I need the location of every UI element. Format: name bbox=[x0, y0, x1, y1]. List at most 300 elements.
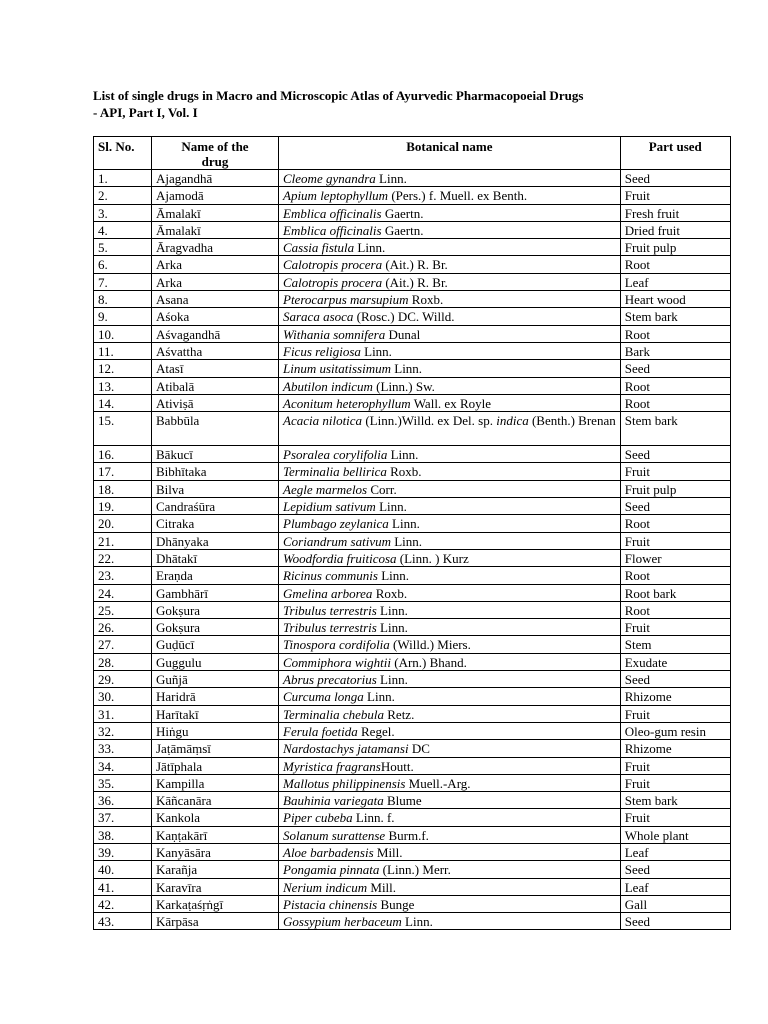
cell-botanical-name bbox=[279, 688, 621, 705]
cell-sl-no: 29. bbox=[94, 671, 152, 688]
cell-drug-name: Gokṣura bbox=[152, 619, 279, 636]
cell-sl-no: 30. bbox=[94, 688, 152, 705]
author-citation: Linn. bbox=[401, 914, 433, 930]
cell-sl-no: 2. bbox=[94, 187, 152, 204]
cell-sl-no: 4. bbox=[94, 221, 152, 238]
cell-drug-name: Gambhārī bbox=[152, 584, 279, 601]
cell-part-used: Fruit bbox=[620, 619, 730, 636]
cell-sl-no: 22. bbox=[94, 549, 152, 566]
cell-drug-name: Ajagandhā bbox=[152, 170, 279, 187]
cell-drug-name: Kankola bbox=[152, 809, 279, 826]
author-citation: Linn. f. bbox=[352, 810, 395, 826]
cell-sl-no: 24. bbox=[94, 584, 152, 601]
table-row bbox=[94, 463, 731, 480]
cell-part-used: Exudate bbox=[620, 653, 730, 670]
author-citation: Linn. bbox=[375, 499, 407, 515]
cell-sl-no: 28. bbox=[94, 653, 152, 670]
table-row bbox=[94, 480, 731, 497]
cell-botanical-name bbox=[279, 878, 621, 895]
header-row bbox=[94, 137, 731, 170]
cell-sl-no: 26. bbox=[94, 619, 152, 636]
author-citation: (Willd.) Miers. bbox=[389, 637, 471, 653]
cell-part-used: Rhizome bbox=[620, 688, 730, 705]
cell-drug-name: Atibalā bbox=[152, 377, 279, 394]
species-name: Ficus religiosa bbox=[283, 343, 361, 359]
table-row bbox=[94, 291, 731, 308]
title-line-2: - API, Part I, Vol. I bbox=[93, 105, 198, 120]
table-row bbox=[94, 584, 731, 601]
author-citation: (Linn.) Merr. bbox=[379, 862, 451, 878]
author-citation: (Linn. ) Kurz bbox=[396, 550, 469, 566]
cell-part-used: Whole plant bbox=[620, 826, 730, 843]
cell-botanical-name bbox=[279, 809, 621, 826]
cell-botanical-name bbox=[279, 913, 621, 930]
cell-botanical-name bbox=[279, 567, 621, 584]
cell-botanical-name bbox=[279, 170, 621, 187]
cell-drug-name: Gokṣura bbox=[152, 601, 279, 618]
author-citation: Retz. bbox=[384, 706, 415, 722]
header-sl-no: Sl. No. bbox=[94, 137, 152, 170]
author-citation: Linn. bbox=[391, 361, 423, 377]
cell-drug-name: Candraśūra bbox=[152, 498, 279, 515]
cell-part-used: Root bbox=[620, 256, 730, 273]
species-name: Terminalia bellirica bbox=[283, 464, 387, 480]
cell-sl-no: 25. bbox=[94, 601, 152, 618]
author-citation: Linn. bbox=[390, 533, 423, 549]
table-row bbox=[94, 325, 731, 342]
species-name: Abrus precatorius bbox=[283, 672, 377, 688]
species-name: Acacia nilotica bbox=[283, 413, 363, 429]
author-citation: Mill. bbox=[367, 879, 397, 895]
author-citation: (Ait.) R. Br. bbox=[382, 274, 448, 290]
cell-botanical-name bbox=[279, 325, 621, 342]
cell-part-used: Root bbox=[620, 377, 730, 394]
cell-part-used: Oleo-gum resin bbox=[620, 722, 730, 739]
cell-part-used: Dried fruit bbox=[620, 221, 730, 238]
cell-drug-name: Kāñcanāra bbox=[152, 792, 279, 809]
species-name: Pongamia pinnata bbox=[283, 862, 380, 878]
table-row bbox=[94, 273, 731, 290]
author-citation: Bunge bbox=[377, 896, 415, 912]
table-row bbox=[94, 688, 731, 705]
table-row bbox=[94, 239, 731, 256]
cell-sl-no: 11. bbox=[94, 342, 152, 359]
cell-part-used: Fresh fruit bbox=[620, 204, 730, 221]
author-citation: Corr. bbox=[367, 481, 397, 497]
table-row bbox=[94, 740, 731, 757]
cell-part-used: Leaf bbox=[620, 843, 730, 860]
cell-botanical-name bbox=[279, 480, 621, 497]
species-name: Nerium indicum bbox=[283, 879, 368, 895]
cell-sl-no: 37. bbox=[94, 809, 152, 826]
cell-botanical-name bbox=[279, 239, 621, 256]
species-name: Coriandrum sativum bbox=[283, 533, 391, 549]
cell-botanical-name bbox=[279, 291, 621, 308]
species-name: Emblica officinalis bbox=[283, 205, 382, 221]
cell-part-used: Seed bbox=[620, 498, 730, 515]
author-citation: Linn. bbox=[360, 343, 392, 359]
species-name: Ricinus communis bbox=[283, 568, 378, 584]
header-drug-name-line-2: drug bbox=[201, 154, 229, 169]
cell-drug-name: Dhānyaka bbox=[152, 532, 279, 549]
header-botanical-name: Botanical name bbox=[279, 137, 621, 170]
table-row bbox=[94, 705, 731, 722]
cell-sl-no: 8. bbox=[94, 291, 152, 308]
cell-sl-no: 15. bbox=[94, 412, 152, 446]
cell-drug-name: Āmalakī bbox=[152, 204, 279, 221]
table-row bbox=[94, 809, 731, 826]
species-name: Tribulus terrestris bbox=[283, 620, 377, 636]
cell-drug-name: Arka bbox=[152, 256, 279, 273]
cell-drug-name: Bākucī bbox=[152, 446, 279, 463]
species-name: Nardostachys jatamansi bbox=[283, 741, 409, 757]
cell-sl-no: 34. bbox=[94, 757, 152, 774]
species-name: Calotropis procera bbox=[283, 274, 383, 290]
cell-part-used: Stem bark bbox=[620, 412, 730, 446]
cell-drug-name: Aśoka bbox=[152, 308, 279, 325]
cell-botanical-name bbox=[279, 757, 621, 774]
cell-sl-no: 5. bbox=[94, 239, 152, 256]
table-row bbox=[94, 170, 731, 187]
table-row bbox=[94, 515, 731, 532]
cell-drug-name: Kārpāsa bbox=[152, 913, 279, 930]
cell-botanical-name bbox=[279, 221, 621, 238]
cell-sl-no: 39. bbox=[94, 843, 152, 860]
cell-botanical-name bbox=[279, 342, 621, 359]
table-row bbox=[94, 774, 731, 791]
document-title bbox=[93, 87, 703, 121]
cell-botanical-name bbox=[279, 826, 621, 843]
cell-part-used: Fruit bbox=[620, 532, 730, 549]
cell-drug-name: Kaṇṭakārī bbox=[152, 826, 279, 843]
cell-drug-name: Guñjā bbox=[152, 671, 279, 688]
cell-drug-name: Babbūla bbox=[152, 412, 279, 446]
author-citation: Burm.f. bbox=[385, 827, 429, 843]
cell-botanical-name bbox=[279, 256, 621, 273]
author-citation: Linn. bbox=[387, 447, 419, 463]
table-row bbox=[94, 532, 731, 549]
author-citation: Mill. bbox=[373, 844, 403, 860]
cell-botanical-name bbox=[279, 861, 621, 878]
cell-botanical-name bbox=[279, 377, 621, 394]
cell-drug-name: Ativiṣā bbox=[152, 394, 279, 411]
species-name: Tribulus terrestris bbox=[283, 602, 377, 618]
cell-sl-no: 40. bbox=[94, 861, 152, 878]
cell-botanical-name bbox=[279, 549, 621, 566]
cell-sl-no: 42. bbox=[94, 895, 152, 912]
species-name: Commiphora wightii bbox=[283, 654, 391, 670]
cell-botanical-name bbox=[279, 394, 621, 411]
cell-drug-name: Āmalakī bbox=[152, 221, 279, 238]
table-row bbox=[94, 861, 731, 878]
cell-sl-no: 3. bbox=[94, 204, 152, 221]
cell-botanical-name bbox=[279, 843, 621, 860]
table-row bbox=[94, 412, 731, 446]
cell-sl-no: 9. bbox=[94, 308, 152, 325]
table-row bbox=[94, 843, 731, 860]
author-citation: Linn. bbox=[377, 568, 410, 584]
species-name: Woodfordia fruiticosa bbox=[283, 550, 397, 566]
cell-part-used: Stem bark bbox=[620, 792, 730, 809]
cell-drug-name: Aśvattha bbox=[152, 342, 279, 359]
cell-sl-no: 10. bbox=[94, 325, 152, 342]
cell-part-used: Fruit bbox=[620, 757, 730, 774]
cell-botanical-name bbox=[279, 636, 621, 653]
author-citation: Linn. bbox=[363, 689, 395, 705]
author-citation: Linn. bbox=[375, 171, 407, 186]
cell-botanical-name bbox=[279, 273, 621, 290]
table-row bbox=[94, 619, 731, 636]
cell-part-used: Fruit bbox=[620, 187, 730, 204]
author-citation: Blume bbox=[383, 793, 422, 809]
cell-drug-name: Guḍūcī bbox=[152, 636, 279, 653]
species-name: Bauhinia variegata bbox=[283, 793, 384, 809]
table-row bbox=[94, 256, 731, 273]
cell-sl-no: 27. bbox=[94, 636, 152, 653]
cell-drug-name: Bilva bbox=[152, 480, 279, 497]
table-row bbox=[94, 377, 731, 394]
table-row bbox=[94, 601, 731, 618]
cell-botanical-name bbox=[279, 187, 621, 204]
author-citation: Gaertn. bbox=[381, 222, 424, 238]
cell-drug-name: Karkaṭaśṛṅgī bbox=[152, 895, 279, 912]
table-row bbox=[94, 567, 731, 584]
cell-drug-name: Haridrā bbox=[152, 688, 279, 705]
cell-botanical-name bbox=[279, 308, 621, 325]
cell-sl-no: 19. bbox=[94, 498, 152, 515]
cell-part-used: Root bbox=[620, 325, 730, 342]
author-citation: Muell.-Arg. bbox=[405, 775, 471, 791]
cell-drug-name: Harītakī bbox=[152, 705, 279, 722]
species-name: Gossypium herbaceum bbox=[283, 914, 402, 930]
species-name: Psoralea corylifolia bbox=[283, 447, 388, 463]
cell-botanical-name bbox=[279, 895, 621, 912]
cell-botanical-name bbox=[279, 360, 621, 377]
cell-drug-name: Arka bbox=[152, 273, 279, 290]
author-citation: Linn. bbox=[388, 516, 420, 532]
cell-sl-no: 41. bbox=[94, 878, 152, 895]
author-citation: Houtt. bbox=[380, 758, 414, 774]
cell-sl-no: 20. bbox=[94, 515, 152, 532]
cell-drug-name: Ajamodā bbox=[152, 187, 279, 204]
species-name: indica bbox=[496, 413, 529, 429]
table-row bbox=[94, 895, 731, 912]
cell-drug-name: Kampilla bbox=[152, 774, 279, 791]
table-row bbox=[94, 636, 731, 653]
cell-drug-name: Hiṅgu bbox=[152, 722, 279, 739]
cell-part-used: Fruit bbox=[620, 463, 730, 480]
author-citation: (Pers.) f. Muell. ex Benth. bbox=[388, 188, 528, 204]
cell-botanical-name bbox=[279, 792, 621, 809]
cell-sl-no: 31. bbox=[94, 705, 152, 722]
cell-sl-no: 35. bbox=[94, 774, 152, 791]
cell-botanical-name bbox=[279, 671, 621, 688]
cell-sl-no: 6. bbox=[94, 256, 152, 273]
author-citation: Linn. bbox=[354, 240, 386, 256]
cell-part-used: Fruit bbox=[620, 774, 730, 791]
table-row bbox=[94, 653, 731, 670]
cell-drug-name: Jaṭāmāṃsī bbox=[152, 740, 279, 757]
cell-drug-name: Aśvagandhā bbox=[152, 325, 279, 342]
cell-part-used: Root bark bbox=[620, 584, 730, 601]
species-name: Gmelina arborea bbox=[283, 585, 373, 601]
species-name: Withania somnifera bbox=[283, 326, 386, 342]
species-name: Abutilon indicum bbox=[283, 378, 373, 394]
cell-sl-no: 12. bbox=[94, 360, 152, 377]
cell-drug-name: Karavīra bbox=[152, 878, 279, 895]
cell-sl-no: 18. bbox=[94, 480, 152, 497]
species-name: Linum usitatissimum bbox=[283, 361, 391, 377]
cell-botanical-name bbox=[279, 722, 621, 739]
cell-botanical-name bbox=[279, 412, 621, 446]
species-name: Pterocarpus marsupium bbox=[283, 292, 409, 308]
cell-part-used: Seed bbox=[620, 360, 730, 377]
cell-part-used: Heart wood bbox=[620, 291, 730, 308]
cell-botanical-name bbox=[279, 515, 621, 532]
cell-sl-no: 38. bbox=[94, 826, 152, 843]
cell-drug-name: Jātīphala bbox=[152, 757, 279, 774]
table-row bbox=[94, 792, 731, 809]
author-citation: (Benth.) Brenan bbox=[528, 413, 616, 429]
table-row bbox=[94, 722, 731, 739]
cell-botanical-name bbox=[279, 601, 621, 618]
cell-part-used: Fruit bbox=[620, 705, 730, 722]
author-citation: Roxb. bbox=[386, 464, 422, 480]
cell-sl-no: 1. bbox=[94, 170, 152, 187]
table-row bbox=[94, 204, 731, 221]
species-name: Saraca asoca bbox=[283, 309, 354, 325]
author-citation: Dunal bbox=[385, 326, 421, 342]
author-citation: DC bbox=[408, 741, 430, 757]
species-name: Terminalia chebula bbox=[283, 706, 384, 722]
cell-part-used: Bark bbox=[620, 342, 730, 359]
drug-table bbox=[93, 136, 731, 930]
cell-sl-no: 23. bbox=[94, 567, 152, 584]
author-citation: (Arn.) Bhand. bbox=[391, 654, 467, 670]
cell-part-used: Seed bbox=[620, 170, 730, 187]
cell-sl-no: 33. bbox=[94, 740, 152, 757]
table-row bbox=[94, 913, 731, 930]
author-citation: Regel. bbox=[357, 723, 395, 739]
cell-botanical-name bbox=[279, 584, 621, 601]
cell-botanical-name bbox=[279, 619, 621, 636]
species-name: Myristica fragrans bbox=[283, 758, 381, 774]
cell-part-used: Fruit pulp bbox=[620, 239, 730, 256]
cell-part-used: Stem bbox=[620, 636, 730, 653]
cell-sl-no: 32. bbox=[94, 722, 152, 739]
cell-part-used: Flower bbox=[620, 549, 730, 566]
cell-sl-no: 36. bbox=[94, 792, 152, 809]
table-row bbox=[94, 878, 731, 895]
cell-drug-name: Citraka bbox=[152, 515, 279, 532]
author-citation: (Ait.) R. Br. bbox=[382, 257, 448, 273]
author-citation: (Linn.) Sw. bbox=[372, 378, 435, 394]
table-row bbox=[94, 187, 731, 204]
table-row bbox=[94, 549, 731, 566]
cell-sl-no: 13. bbox=[94, 377, 152, 394]
cell-drug-name: Guggulu bbox=[152, 653, 279, 670]
cell-part-used: Stem bark bbox=[620, 308, 730, 325]
species-name: Aconitum heterophyllum bbox=[283, 395, 411, 411]
cell-botanical-name bbox=[279, 532, 621, 549]
cell-sl-no: 21. bbox=[94, 532, 152, 549]
species-name: Calotropis procera bbox=[283, 257, 383, 273]
cell-part-used: Seed bbox=[620, 671, 730, 688]
cell-sl-no: 43. bbox=[94, 913, 152, 930]
cell-part-used: Fruit bbox=[620, 809, 730, 826]
author-citation: (Rosc.) DC. Willd. bbox=[353, 309, 455, 325]
species-name: Mallotus philippinensis bbox=[283, 775, 406, 791]
table-row bbox=[94, 446, 731, 463]
cell-part-used: Root bbox=[620, 515, 730, 532]
author-citation: Wall. ex Royle bbox=[410, 395, 491, 411]
cell-botanical-name bbox=[279, 204, 621, 221]
cell-botanical-name bbox=[279, 463, 621, 480]
cell-part-used: Rhizome bbox=[620, 740, 730, 757]
cell-sl-no: 17. bbox=[94, 463, 152, 480]
cell-drug-name: Eraṇda bbox=[152, 567, 279, 584]
cell-part-used: Seed bbox=[620, 861, 730, 878]
table-row bbox=[94, 221, 731, 238]
cell-part-used: Fruit pulp bbox=[620, 480, 730, 497]
author-citation: Linn. bbox=[376, 602, 408, 618]
table-row bbox=[94, 826, 731, 843]
table-row bbox=[94, 671, 731, 688]
species-name: Cleome gynandra bbox=[283, 171, 376, 186]
cell-drug-name: Karañja bbox=[152, 861, 279, 878]
cell-drug-name: Kanyāsāra bbox=[152, 843, 279, 860]
header-drug-name bbox=[152, 137, 279, 170]
cell-part-used: Root bbox=[620, 601, 730, 618]
author-citation: Linn. bbox=[376, 620, 408, 636]
author-citation: (Linn.)Willd. ex Del. sp. bbox=[362, 413, 497, 429]
table-row bbox=[94, 757, 731, 774]
cell-sl-no: 7. bbox=[94, 273, 152, 290]
cell-botanical-name bbox=[279, 498, 621, 515]
species-name: Aegle marmelos bbox=[283, 481, 368, 497]
species-name: Plumbago zeylanica bbox=[283, 516, 389, 532]
author-citation: Roxb. bbox=[372, 585, 408, 601]
species-name: Curcuma longa bbox=[283, 689, 364, 705]
species-name: Pistacia chinensis bbox=[283, 896, 378, 912]
cell-botanical-name bbox=[279, 446, 621, 463]
cell-part-used: Root bbox=[620, 394, 730, 411]
author-citation: Roxb. bbox=[408, 292, 444, 308]
species-name: Piper cubeba bbox=[283, 810, 353, 826]
species-name: Lepidium sativum bbox=[283, 499, 376, 515]
author-citation: Gaertn. bbox=[381, 205, 424, 221]
cell-sl-no: 16. bbox=[94, 446, 152, 463]
species-name: Emblica officinalis bbox=[283, 222, 382, 238]
title-line-1: List of single drugs in Macro and Microscopic Atlas of Ayurvedic Pharmacopoeial Drugs bbox=[93, 88, 584, 103]
cell-part-used: Leaf bbox=[620, 273, 730, 290]
header-part-used: Part used bbox=[620, 137, 730, 170]
table-row bbox=[94, 498, 731, 515]
cell-sl-no: 14. bbox=[94, 394, 152, 411]
cell-drug-name: Bibhītaka bbox=[152, 463, 279, 480]
table-row bbox=[94, 360, 731, 377]
author-citation: Linn. bbox=[376, 672, 408, 688]
cell-drug-name: Dhātakī bbox=[152, 549, 279, 566]
cell-botanical-name bbox=[279, 774, 621, 791]
species-name: Solanum surattense bbox=[283, 827, 386, 843]
species-name: Tinospora cordifolia bbox=[283, 637, 390, 653]
species-name: Apium leptophyllum bbox=[283, 188, 389, 204]
cell-part-used: Seed bbox=[620, 913, 730, 930]
cell-botanical-name bbox=[279, 705, 621, 722]
cell-drug-name: Atasī bbox=[152, 360, 279, 377]
cell-botanical-name bbox=[279, 653, 621, 670]
